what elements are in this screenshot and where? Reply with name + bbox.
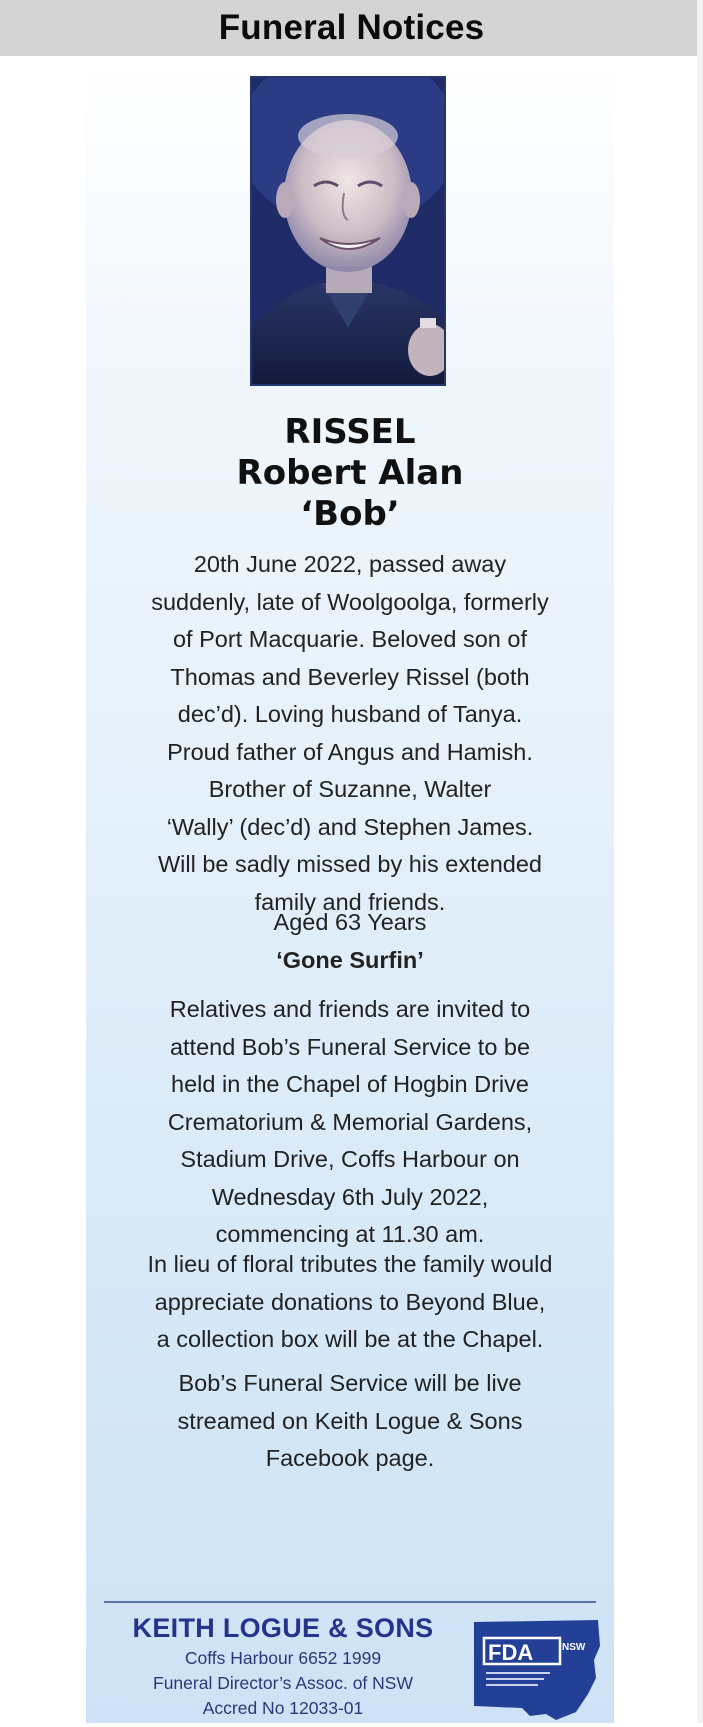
footer-divider — [104, 1601, 596, 1603]
accreditation-number: Accred No 12033-01 — [202, 1698, 364, 1718]
surname: RISSEL — [284, 412, 416, 452]
logo-state: NSW — [562, 1642, 586, 1653]
text-line: Brother of Suzanne, Walter — [208, 776, 492, 802]
text-line: dec’d). Loving husband of Tanya. — [177, 701, 523, 727]
death-notice-paragraph — [92, 546, 608, 921]
age-block — [92, 904, 608, 979]
text-line: Stadium Drive, Coffs Harbour on — [180, 1146, 520, 1172]
donations-paragraph — [92, 1246, 608, 1359]
given-names: Robert Alan — [236, 453, 464, 493]
text-line: of Port Macquarie. Beloved son of — [172, 626, 527, 652]
text-line: Crematorium & Memorial Gardens, — [167, 1108, 533, 1135]
logo-text: FDA — [488, 1640, 534, 1665]
text-line: Bob’s Funeral Service will be live — [178, 1370, 522, 1396]
text-line: suddenly, late of Woolgoolga, formerly — [151, 588, 549, 615]
funeral-director-name: KEITH LOGUE & SONS — [132, 1613, 434, 1643]
livestream-paragraph — [92, 1365, 608, 1478]
text-line: held in the Chapel of Hogbin Drive — [171, 1071, 529, 1097]
fda-nsw-logo-icon — [470, 1616, 604, 1722]
text-line: attend Bob’s Funeral Service to be — [169, 1033, 531, 1060]
funeral-director-phone: Coffs Harbour 6652 1999 — [184, 1648, 382, 1668]
text-line: appreciate donations to Beyond Blue, — [154, 1288, 546, 1315]
text-line: Proud father of Angus and Hamish. — [167, 738, 533, 765]
funeral-notice-card — [86, 56, 614, 1723]
epitaph: ‘Gone Surfin’ — [276, 946, 424, 973]
portrait-photo — [250, 76, 446, 386]
association-membership: Funeral Director’s Assoc. of NSW — [153, 1673, 413, 1693]
text-line: Relatives and friends are invited to — [169, 996, 531, 1022]
age-text: Aged 63 Years — [273, 909, 427, 935]
text-line: Wednesday 6th July 2022, — [211, 1183, 489, 1210]
text-line: a collection box will be at the Chapel. — [156, 1326, 544, 1352]
service-details-paragraph — [92, 991, 608, 1254]
text-line: Will be sadly missed by his extended — [157, 851, 542, 877]
text-line: ‘Wally’ (dec’d) and Stephen James. — [166, 813, 534, 840]
text-line: streamed on Keith Logue & Sons — [177, 1407, 523, 1434]
text-line: 20th June 2022, passed away — [193, 551, 507, 577]
page-header — [0, 0, 703, 56]
page-title: Funeral Notices — [218, 8, 485, 47]
text-line: commencing at 11.30 am. — [215, 1221, 485, 1247]
page-edge — [697, 0, 703, 1723]
text-line: Facebook page. — [265, 1445, 435, 1471]
nickname: ‘Bob’ — [300, 494, 400, 534]
text-line: In lieu of floral tributes the family would — [147, 1251, 553, 1277]
text-line: Thomas and Beverley Rissel (both — [170, 663, 530, 690]
text-line: family and friends. — [254, 888, 446, 915]
